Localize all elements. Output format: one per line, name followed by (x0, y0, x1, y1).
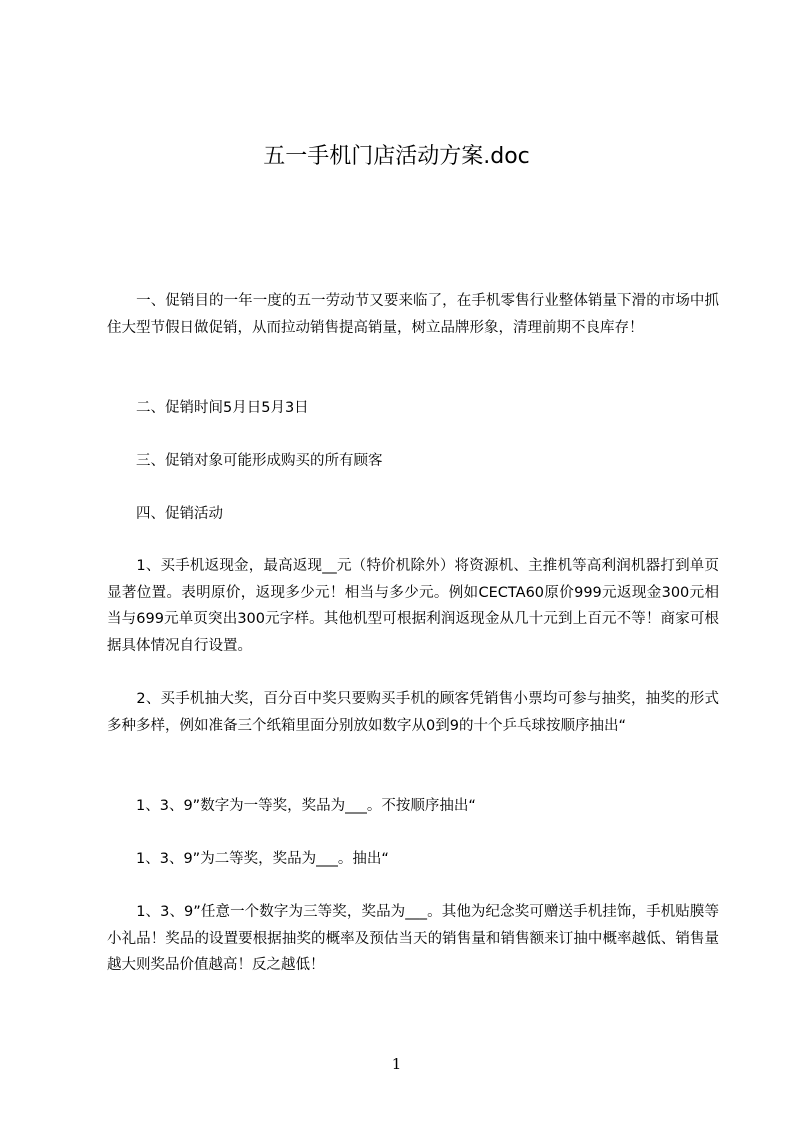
paragraph-activities-heading: 四、促销活动 (107, 506, 223, 522)
page-number: 1 (391, 1055, 402, 1073)
paragraph-time: 二、促销时间5月日5月3日 (107, 400, 309, 416)
document-title: 五一手机门店活动方案.doc (263, 144, 530, 169)
paragraph-first-prize: 1、3、9”数字为一等奖，奖品为___。不按顺序抽出“ (107, 798, 476, 814)
paragraph-lottery: 2、买手机抽大奖，百分百中奖只要购买手机的顾客凭销售小票均可参与抽奖，抽奖的形式多种多样，例如准备三个纸箱里面分别放如数字从0到9的十个乒乓球按顺序抽出“ (107, 691, 719, 734)
paragraph-purpose: 一、促销目的一年一度的五一劳动节又要来临了，在手机零售行业整体销量下滑的市场中抓住大型节假日做促销，从而拉动销售提高销量，树立品牌形象，清理前期不良库存！ (107, 293, 719, 336)
paragraph-cash-back: 1、买手机返现金，最高返现__元（特价机除外）将资源机、主推机等高利润机器打到单页显著位置。表明原价，返现多少元！相当与多少元。例如CECTA60原价999元返现金300元相当与699元单页突出300元字样。其他机型可根据利润返现金从几十元到上百元不等！商家可根据具体情况自行设置。 (107, 558, 719, 654)
paragraph-target: 三、促销对象可能形成购买的所有顾客 (107, 453, 383, 469)
paragraph-second-prize: 1、3、9”为二等奖，奖品为___。抽出“ (107, 851, 389, 867)
paragraph-third-prize: 1、3、9”任意一个数字为三等奖，奖品为___。其他为纪念奖可赠送手机挂饰，手机贴膜等小礼品！奖品的设置要根据抽奖的概率及预估当天的销售量和销售额来订抽中概率越低、销售量越大则奖品价值越高！反之越低！ (107, 904, 719, 973)
